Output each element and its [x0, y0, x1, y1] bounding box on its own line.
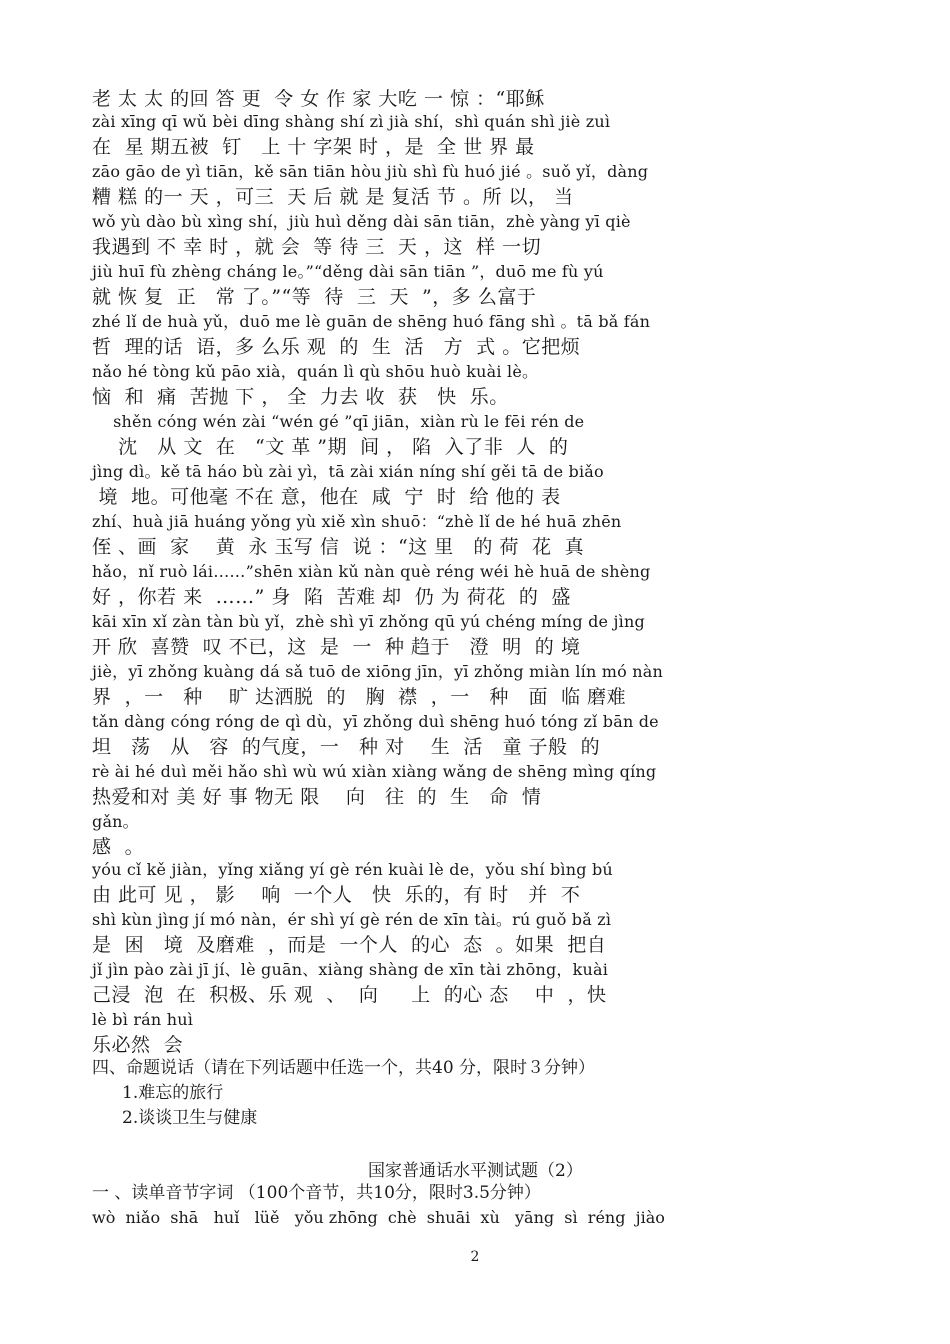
pinyin-line: kāi xīn xǐ zàn tàn bù yǐ，zhè shì yī zhǒng qū yú chéng míng de jìng	[92, 612, 645, 631]
part-heading: 一 、读单音节字词 （100个音节，共10分，限时3.5分钟）	[92, 1183, 541, 1203]
pinyin-line: lè bì rán huì	[92, 1010, 194, 1029]
passage-line	[92, 410, 812, 460]
hanzi-line: 开 欣 喜赞 叹 不已，这 是 一 种 趋于 澄 明 的 境	[92, 636, 581, 658]
passage-line	[92, 260, 812, 310]
passage-line	[92, 908, 812, 958]
syllable-list: wò niǎo shā huǐ lüě yǒu zhōng chè shuāi xù yāng sì réng jiào	[92, 1208, 665, 1227]
hanzi-line: 我遇到 不 幸 时 ，就 会 等 待 三 天 ，这 样 一切	[92, 236, 542, 258]
pinyin-line: yóu cǐ kě jiàn，yǐng xiǎng yí gè rén kuài lè de，yǒu shí bìng bú	[92, 860, 613, 879]
pinyin-line: zài xīng qī wǔ bèi dīng shàng shí zì jià shí，shì quán shì jiè zuì	[92, 112, 611, 131]
pinyin-line: shì kùn jìng jí mó nàn，ér shì yí gè rén de xīn tài。rú guǒ bǎ zì	[92, 910, 612, 929]
hanzi-line: 是 困 境 及磨难 ，而是 一个人 的心 态 。如果 把自	[92, 934, 607, 956]
passage-line	[92, 810, 812, 860]
passage-line	[92, 210, 812, 260]
pinyin-line: jǐ jìn pào zài jī jí、lè guān、xiàng shàng de xīn tài zhōng，kuài	[92, 960, 609, 979]
passage-line	[92, 760, 812, 810]
pinyin-line: nǎo hé tòng kǔ pāo xià，quán lì qù shōu huò kuài lè。	[92, 362, 539, 381]
passage-line	[92, 86, 812, 112]
pinyin-line: jiù huī fù zhèng cháng le。”“děng dài sān tiān ”，duō me fù yú	[92, 262, 604, 281]
passage-line	[92, 610, 812, 660]
hanzi-line: 坦 荡 从 容 的气度，一 种 对 生 活 童 子般 的	[92, 736, 601, 758]
hanzi-line: 界 ，一 种 旷 达洒脱 的 胸 襟 ，一 种 面 临 磨难	[92, 686, 627, 708]
passage-line	[92, 510, 812, 560]
hanzi-line: 好 ，你若 来 ……” 身 陷 苦难 却 仍 为 荷花 的 盛	[92, 586, 571, 608]
passage-line	[92, 660, 812, 710]
hanzi-line: 恼 和 痛 苦抛 下 ， 全 力去 收 获 快 乐。	[92, 386, 509, 408]
pinyin-line: zhí、huà jiā huáng yǒng yù xiě xìn shuō：“zhè lǐ de hé huā zhēn	[92, 512, 622, 531]
hanzi-line: 哲 理的话 语，多 么乐 观 的 生 活 方 式 。它把烦	[92, 336, 581, 358]
passage-line	[92, 460, 812, 510]
pinyin-line: zhé lǐ de huà yǔ，duō me lè guān de shēng huó fāng shì 。tā bǎ fán	[92, 312, 651, 331]
passage-line	[92, 858, 812, 908]
hanzi-line: 就 恢 复 正 常 了。”“等 待 三 天 ”，多 么富于	[92, 286, 537, 308]
pinyin-line: hǎo，nǐ ruò lái……”shēn xiàn kǔ nàn què réng wéi hè huā de shèng	[92, 562, 651, 581]
hanzi-line: 由 此可 见 ， 影 响 一个人 快 乐的，有 时 并 不	[92, 884, 581, 906]
page-number: 2	[470, 1249, 480, 1265]
passage-line	[92, 710, 812, 760]
section-heading: 四、命题说话（请在下列话题中任选一个，共40 分，限时３分钟）	[92, 1058, 596, 1078]
pinyin-line: rè ài hé duì měi hǎo shì wù wú xiàn xiàng wǎng de shēng mìng qíng	[92, 762, 657, 781]
pinyin-line: jìng dì。kě tā háo bù zài yì，tā zài xián níng shí gěi tā de biǎo	[92, 462, 604, 481]
hanzi-line: 感 。	[92, 836, 145, 858]
pinyin-line: shěn cóng wén zài “wén gé ”qī jiān，xiàn rù le fēi rén de	[92, 412, 585, 431]
passage-line	[92, 1008, 812, 1058]
hanzi-line: 沈 从 文 在 “文 革 ”期 间 ， 陷 入了非 人 的	[92, 436, 569, 458]
passage-line	[92, 110, 812, 160]
passage-line	[92, 360, 812, 410]
hanzi-line: 在 星 期五被 钉 上 十 字架 时 ，是 全 世 界 最	[92, 136, 535, 158]
passage-line	[92, 958, 812, 1008]
hanzi-line: 境 地。可他毫 不在 意，他在 咸 宁 时 给 他的 表	[92, 486, 561, 508]
hanzi-line: 糟 糕 的一 天 ，可三 天 后 就 是 复活 节 。所 以， 当	[92, 186, 574, 208]
pinyin-line: jiè，yī zhǒng kuàng dá sǎ tuō de xiōng jīn，yī zhǒng miàn lín mó nàn	[92, 662, 664, 681]
hanzi-line: 乐必然 会	[92, 1034, 184, 1056]
topic-item: 2.谈谈卫生与健康	[122, 1108, 258, 1128]
hanzi-line: 热爱和对 美 好 事 物无 限 向 往 的 生 命 情	[92, 786, 542, 808]
test-title: 国家普通话水平测试题（2）	[368, 1161, 583, 1181]
pinyin-line: zāo gāo de yì tiān，kě sān tiān hòu jiù shì fù huó jié 。suǒ yǐ，dàng	[92, 162, 649, 181]
pinyin-line: gǎn。	[92, 812, 139, 831]
pinyin-line: tǎn dàng cóng róng de qì dù，yī zhǒng duì shēng huó tóng zǐ bān de	[92, 712, 659, 731]
hanzi-line: 己浸 泡 在 积极、乐 观 、 向 上 的心 态 中 ，快	[92, 984, 607, 1006]
hanzi-line: 老 太 太 的回 答 更 令 女 作 家 大吃 一 惊 ：“耶稣	[92, 88, 545, 110]
pinyin-line: wǒ yù dào bù xìng shí，jiù huì děng dài sān tiān，zhè yàng yī qiè	[92, 212, 631, 231]
hanzi-line: 侄 、画 家 黄 永 玉写 信 说 ：“这 里 的 荷 花 真	[92, 536, 585, 558]
passage-line	[92, 310, 812, 360]
passage-line	[92, 160, 812, 210]
passage-line	[92, 560, 812, 610]
topic-item: 1.难忘的旅行	[122, 1083, 224, 1103]
